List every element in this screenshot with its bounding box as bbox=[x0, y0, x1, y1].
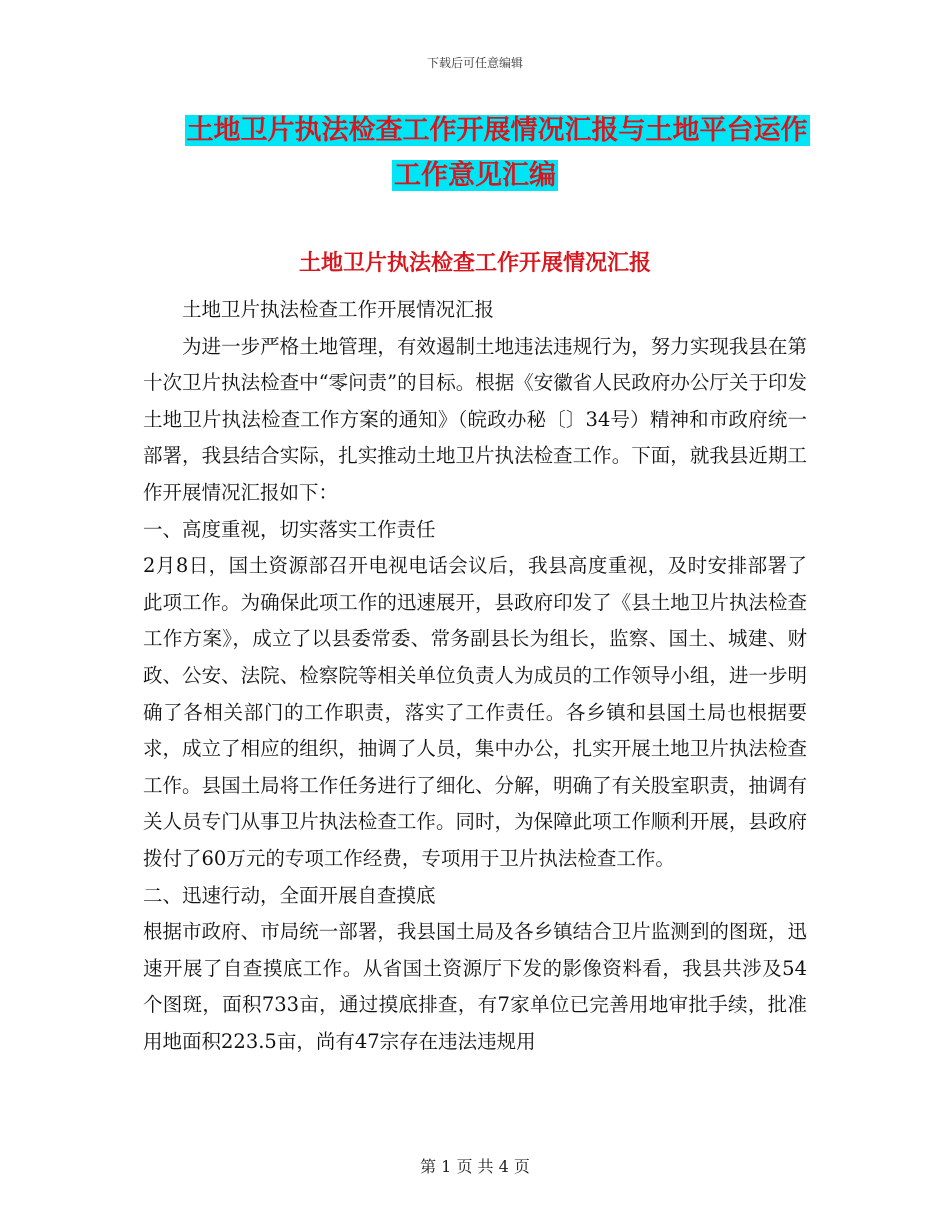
body-heading-1: 一、高度重视，切实落实工作责任 bbox=[143, 517, 436, 541]
section-title: 土地卫片执法检查工作开展情况汇报 bbox=[298, 251, 651, 276]
document-body bbox=[143, 292, 807, 1060]
body-paragraph-2: 为进一步严格土地管理，有效遏制土地违法违规行为，努力实现我县在第十次卫片执法检查中“零问责”的目标。根据《安徽省人民政府办公厅关于印发土地卫片执法检查工作方案的通知》（皖政办秘〔〕34号）精神和市政府统一部署，我县结合实际，扎实推动土地卫片执法检查工作。下面，就我县近期工作开展情况汇报如下： bbox=[143, 334, 807, 504]
body-paragraph-3: 2月8日，国土资源部召开电视电话会议后，我县高度重视，及时安排部署了此项工作。为确保此项工作的迅速展开，县政府印发了《县土地卫片执法检查工作方案》，成立了以县委常委、常务副县长为组长，监察、国土、城建、财政、公安、法院、检察院等相关单位负责人为成员的工作领导小组，进一步明确了各相关部门的工作职责，落实了工作责任。各乡镇和县国土局也根据要求，成立了相应的组织，抽调了人员，集中办公，扎实开展土地卫片执法检查工作。县国土局将工作任务进行了细化、分解，明确了有关股室职责，抽调有关人员专门从事卫片执法检查工作。同时，为保障此项工作顺利开展，县政府拨付了60万元的专项工作经费，专项用于卫片执法检查工作。 bbox=[143, 554, 807, 870]
body-heading-2: 二、迅速行动，全面开展自查摸底 bbox=[143, 883, 436, 907]
body-paragraph-1: 土地卫片执法检查工作开展情况汇报 bbox=[182, 298, 495, 321]
document-title-line-2 bbox=[0, 157, 950, 195]
header-note: 下载后可任意编辑 bbox=[426, 56, 523, 70]
document-title-line-1 bbox=[22, 112, 950, 150]
body-paragraph-4: 根据市政府、市局统一部署，我县国土局及各乡镇结合卫片监测到的图斑，迅速开展了自查摸底工作。从省国土资源厅下发的影像资料看，我县共涉及54个图斑，面积733亩，通过摸底排查，有7家单位已完善用地审批手续，批准用地面积223.5亩，尚有47宗存在违法违规用 bbox=[143, 920, 807, 1053]
document-title-line-1-text: 土地卫片执法检查工作开展情况汇报与土地平台运作 bbox=[186, 115, 808, 146]
page-footer: 第 1 页 共 4 页 bbox=[420, 1157, 530, 1176]
document-title-line-2-text: 工作意见汇编 bbox=[394, 160, 556, 191]
